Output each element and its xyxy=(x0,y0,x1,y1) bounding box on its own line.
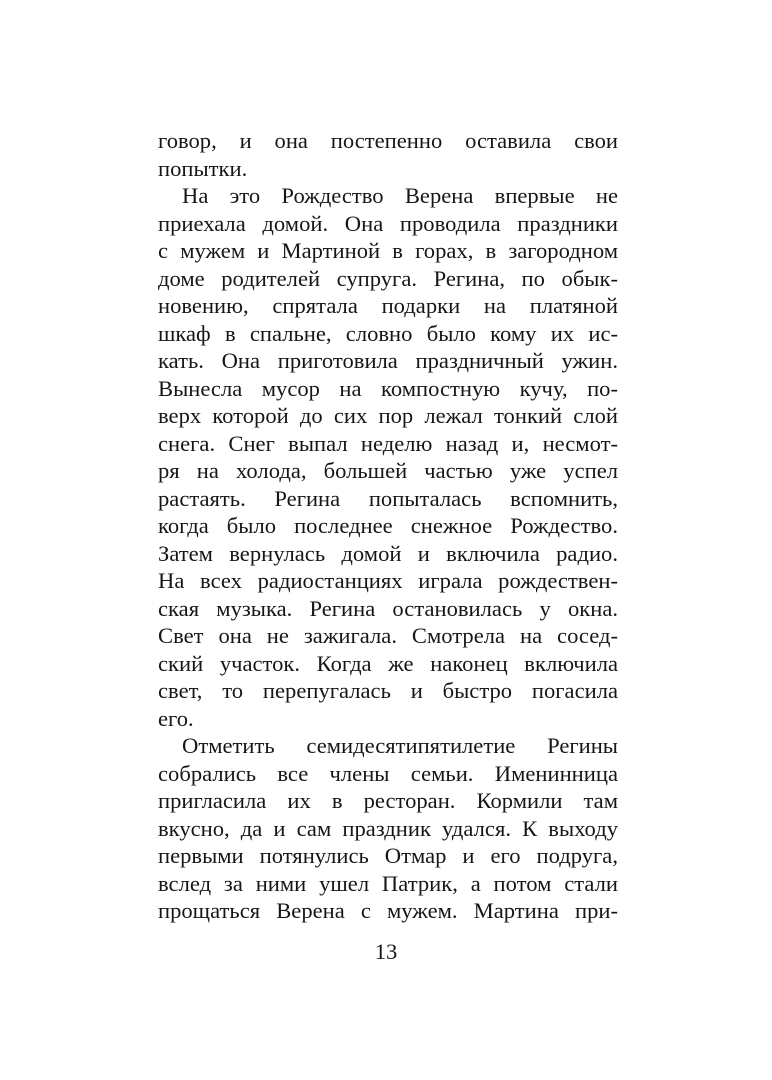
text-line: Отметить семидесятипятилетие Регины xyxy=(182,733,618,758)
text-line: вслед за ними ушел Патрик, а потом стали xyxy=(158,870,618,896)
text-line: шкаф в спальне, словно было кому их ис- xyxy=(158,320,618,346)
text-line: собрались все члены семьи. Именинница xyxy=(158,760,618,786)
text-line: Свет она не зажигала. Смотрела на сосед- xyxy=(158,623,618,648)
text-line: приехала домой. Она проводила праздники xyxy=(158,210,618,236)
text-line: На всех радиостанциях играла рождествен- xyxy=(158,568,618,593)
text-line: его. xyxy=(158,705,194,731)
text-line: снега. Снег выпал неделю назад и, несмот- xyxy=(158,430,618,456)
text-line: верх которой до сих пор лежал тонкий слой xyxy=(158,403,618,428)
text-line: прощаться Верена с мужем. Мартина при- xyxy=(158,898,618,923)
text-line: На это Рождество Верена впервые не xyxy=(182,183,618,208)
text-line: ря на холода, большей частью уже успел xyxy=(158,458,618,483)
text-line: вкусно, да и сам праздник удался. К выходу xyxy=(158,815,618,841)
text-line: попытки. xyxy=(158,155,248,181)
text-line: свет, то перепугалась и быстро погасила xyxy=(158,678,618,703)
text-line: растаять. Регина попыталась вспомнить, xyxy=(158,485,618,511)
text-line: новению, спрятала подарки на платяной xyxy=(158,293,618,318)
text-line: первыми потянулись Отмар и его подруга, xyxy=(158,843,618,868)
text-line: доме родителей супруга. Регина, по обык- xyxy=(158,265,618,291)
text-line: с мужем и Мартиной в горах, в загородном xyxy=(158,238,618,263)
text-line: ский участок. Когда же наконец включила xyxy=(158,650,618,676)
text-line: когда было последнее снежное Рождество. xyxy=(158,513,618,538)
text-line: кать. Она приготовила праздничный ужин. xyxy=(158,348,618,373)
text-line: говор, и она постепенно оставила свои xyxy=(158,128,618,153)
text-line: пригласила их в ресторан. Кормили там xyxy=(158,788,618,813)
text-line: Вынесла мусор на компостную кучу, по- xyxy=(158,375,618,401)
text-line: Затем вернулась домой и включила радио. xyxy=(158,540,618,566)
text-line: ская музыка. Регина остановилась у окна. xyxy=(158,595,618,621)
page-number: 13 xyxy=(374,939,398,964)
body-text xyxy=(158,127,618,925)
